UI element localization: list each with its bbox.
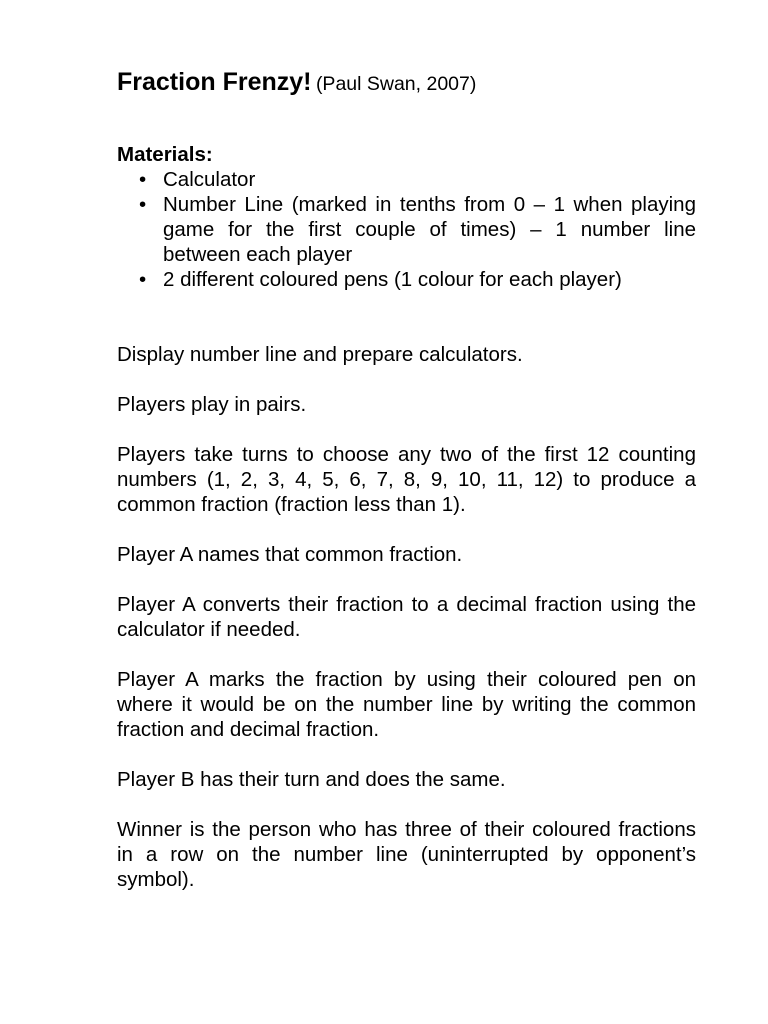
bullet-icon: • <box>139 268 147 291</box>
instruction-paragraph: Players take turns to choose any two of the first 12 counting numbers (1, 2, 3, 4, 5, 6, 7, 8, 9, 10, 11, 12) to produce a common fraction (fraction less than 1). <box>117 443 696 516</box>
materials-item-text: Number Line (marked in tenths from 0 – 1 when playing game for the first couple of times) – 1 number line between each player <box>163 193 696 266</box>
instruction-paragraph: Display number line and prepare calculators. <box>117 343 523 366</box>
instruction-paragraph: Players play in pairs. <box>117 393 307 416</box>
title-line <box>117 64 696 104</box>
document-page <box>117 64 696 892</box>
instruction-paragraph: Player B has their turn and does the same. <box>117 768 506 791</box>
materials-list <box>117 167 696 292</box>
instruction-paragraph: Player A converts their fraction to a decimal fraction using the calculator if needed. <box>117 593 696 641</box>
document-title: Fraction Frenzy! <box>117 68 312 96</box>
bullet-icon: • <box>139 193 147 216</box>
materials-item-text: Calculator <box>163 168 256 191</box>
instruction-paragraph: Player A marks the fraction by using their coloured pen on where it would be on the number line by writing the common fraction and decimal fraction. <box>117 668 696 741</box>
bullet-icon: • <box>139 168 147 191</box>
instruction-paragraph: Player A names that common fraction. <box>117 543 463 566</box>
materials-list-item <box>117 192 696 267</box>
materials-item-text: 2 different coloured pens (1 colour for each player) <box>163 268 622 291</box>
materials-heading: Materials: <box>117 143 213 166</box>
materials-list-item <box>117 167 696 192</box>
instruction-paragraph: Winner is the person who has three of their coloured fractions in a row on the number line (uninterrupted by opponent’s symbol). <box>117 818 696 891</box>
materials-list-item <box>117 267 696 292</box>
citation: (Paul Swan, 2007) <box>315 73 477 95</box>
